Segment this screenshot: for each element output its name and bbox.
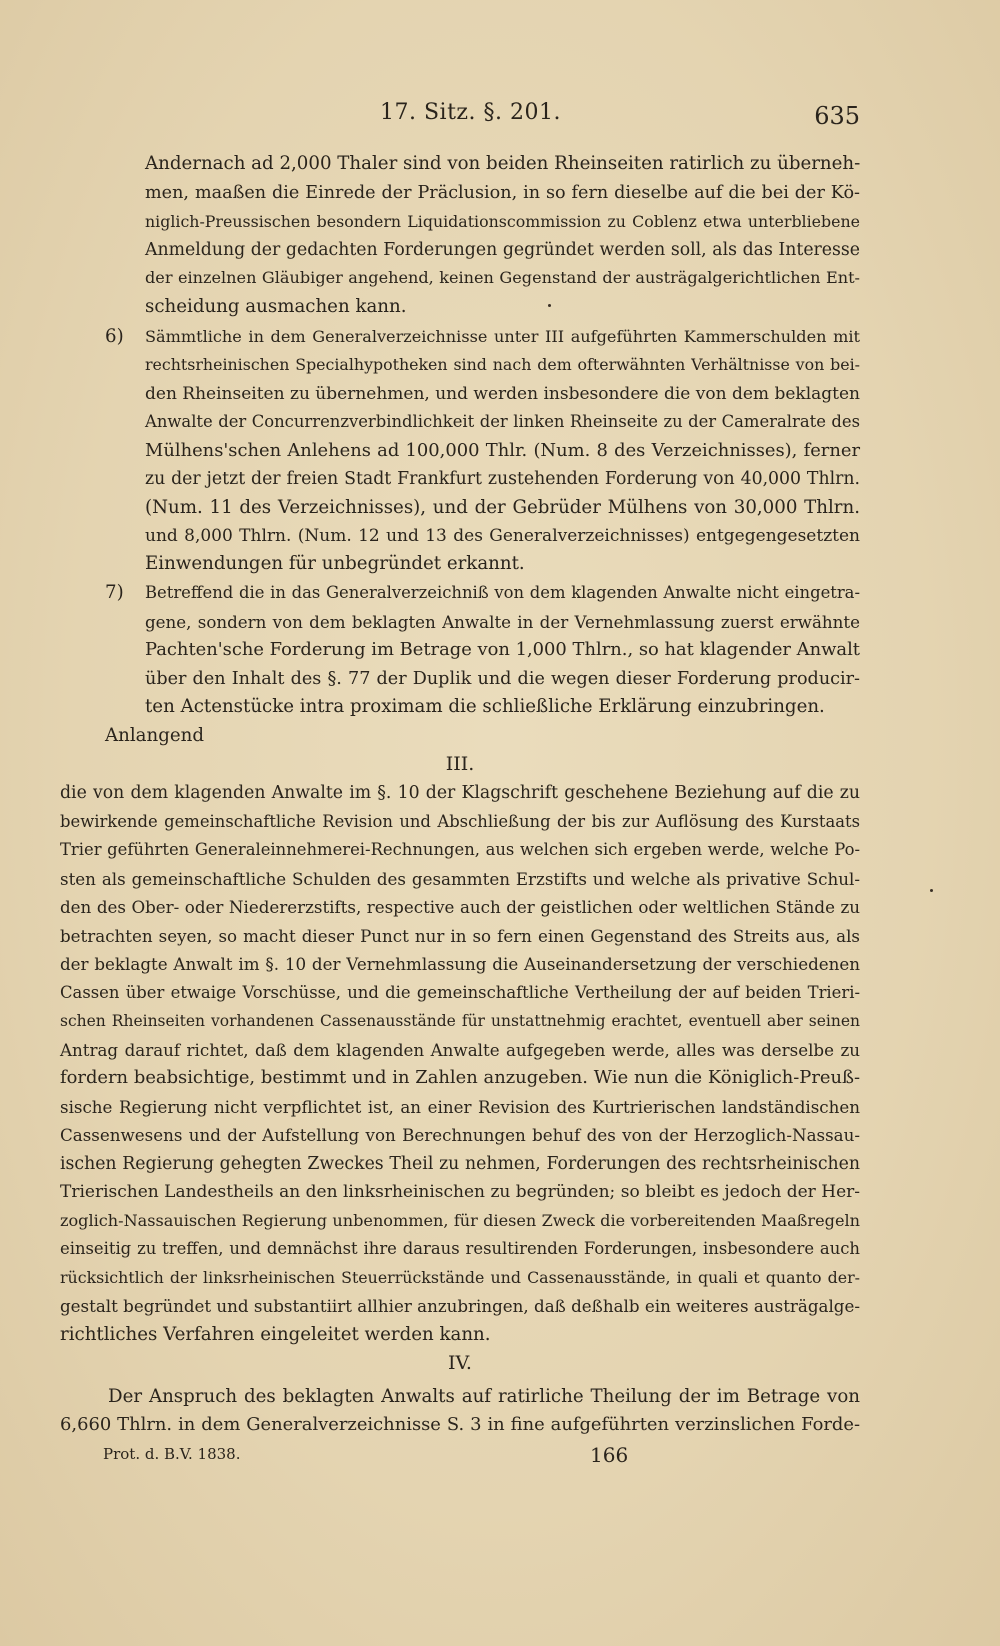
- text-line: ten Actenstücke intra proximam die schließliche Erklärung einzubringen.: [145, 696, 825, 717]
- text-line: Trier geführten Generaleinnehmerei-Rechnungen, aus welchen sich ergeben werde, welche Po-: [60, 840, 860, 859]
- text-line: Cassenwesens und der Aufstellung von Berechnungen behuf des von der Herzoglich-Nassau-: [60, 1125, 860, 1145]
- source-line: Prot. d. B.V. 1838.: [103, 1445, 241, 1463]
- text-line: Andernach ad 2,000 Thaler sind von beiden Rheinseiten ratirlich zu überneh-: [145, 153, 861, 174]
- text-line: über den Inhalt des §. 77 der Duplik und die wegen dieser Forderung producir-: [145, 669, 860, 689]
- text-line: Pachten'sche Forderung im Betrage von 1,000 Thlrn., so hat klagender Anwalt: [145, 639, 860, 660]
- text-line: zu der jetzt der freien Stadt Frankfurt zustehenden Forderung von 40,000 Thlrn.: [145, 469, 860, 489]
- text-line: einseitig zu treffen, und demnächst ihre daraus resultirenden Forderungen, insbesondere auch: [60, 1239, 860, 1258]
- text-line: der einzelnen Gläubiger angehend, keinen Gegenstand der austrägalgerichtlichen Ent-: [145, 268, 860, 287]
- text-line: (Num. 11 des Verzeichnisses), und der Gebrüder Mülhens von 30,000 Thlrn.: [145, 497, 860, 518]
- ink-speck: [930, 889, 933, 892]
- page-header: [0, 100, 1000, 130]
- text-line: sten als gemeinschaftliche Schulden des gesammten Erzstifts und welche als privative Schul-: [60, 869, 860, 889]
- text-line: richtliches Verfahren eingeleitet werden kann.: [60, 1324, 491, 1345]
- text-line: Antrag darauf richtet, daß dem klagenden Anwalte aufgegeben werde, alles was derselbe zu: [60, 1040, 860, 1060]
- text-line: bewirkende gemeinschaftliche Revision und Abschließung der bis zur Auflösung des Kurstaats: [60, 812, 860, 831]
- text-line: Trierischen Landestheils an den linksrheinischen zu begründen; so bleibt es jedoch der Her-: [60, 1182, 860, 1202]
- text-line: rücksichtlich der linksrheinischen Steuerrückstände und Cassenausstände, in quali et quanto der-: [60, 1268, 860, 1287]
- text-line: Mülhens'schen Anlehens ad 100,000 Thlr. (Num. 8 des Verzeichnisses), ferner: [145, 440, 860, 461]
- text-line: sische Regierung nicht verpflichtet ist, an einer Revision des Kurtrierischen landständischen: [60, 1097, 860, 1117]
- running-head: 17. Sitz. §. 201.: [380, 100, 561, 125]
- text-line: men, maaßen die Einrede der Präclusion, in so fern dieselbe auf die bei der Kö-: [145, 183, 860, 203]
- text-line: Sämmtliche in dem Generalverzeichnisse unter III aufgeführten Kammerschulden mit: [145, 327, 860, 346]
- text-line: niglich-Preussischen besondern Liquidationscommission zu Coblenz etwa unterbliebene: [145, 212, 860, 231]
- page-number: 635: [814, 102, 860, 130]
- text-line: Cassen über etwaige Vorschüsse, und die gemeinschaftliche Vertheilung der auf beiden Trieri-: [60, 983, 860, 1002]
- anlangend-line: Anlangend: [105, 725, 204, 746]
- text-line: ischen Regierung gehegten Zweckes Theil zu nehmen, Forderungen des rechtsrheinischen: [60, 1154, 860, 1174]
- text-line: den des Ober- oder Niedererzstifts, respective auch der geistlichen oder weltlichen Stände zu: [60, 897, 860, 917]
- text-line: fordern beabsichtige, bestimmt und in Zahlen anzugeben. Wie nun die Königlich-Preuß-: [60, 1067, 860, 1088]
- item-number: 7): [105, 582, 124, 603]
- text-line: gene, sondern von dem beklagten Anwalte in der Vernehmlassung zuerst erwähnte: [145, 612, 860, 632]
- text-line: und 8,000 Thlrn. (Num. 12 und 13 des Generalverzeichnisses) entgegengesetzten: [145, 526, 860, 546]
- item-number: 6): [105, 326, 124, 347]
- page-footer: [0, 1443, 1000, 1469]
- text-line: den Rheinseiten zu übernehmen, und werden insbesondere die von dem beklagten: [145, 384, 860, 404]
- section-heading-IV: IV.: [448, 1352, 472, 1374]
- text-line: Anwalte der Concurrenzverbindlichkeit der linken Rheinseite zu der Cameralrate des: [145, 412, 860, 431]
- text-line: Betreffend die in das Generalverzeichniß von dem klagenden Anwalte nicht eingetra-: [145, 583, 860, 602]
- text-line: zoglich-Nassauischen Regierung unbenommen, für diesen Zweck die vorbereitenden Maaßregeln: [60, 1211, 860, 1230]
- ink-speck: [548, 304, 551, 307]
- text-line: Einwendungen für unbegründet erkannt.: [145, 553, 525, 574]
- text-line: betrachten seyen, so macht dieser Punct nur in so fern einen Gegenstand des Streits aus, als: [60, 926, 860, 946]
- section-heading-III: III.: [445, 753, 475, 775]
- text-line: 6,660 Thlrn. in dem Generalverzeichnisse S. 3 in fine aufgeführten verzinslichen Forde-: [60, 1414, 860, 1435]
- text-line: die von dem klagenden Anwalte im §. 10 der Klagschrift geschehene Beziehung auf die zu: [60, 783, 860, 803]
- text-line: gestalt begründet und substantiirt allhier anzubringen, daß deßhalb ein weiteres austrägalge-: [60, 1296, 860, 1316]
- text-line: schen Rheinseiten vorhandenen Cassenausstände für unstattnehmig erachtet, eventuell aber seinen: [60, 1012, 860, 1030]
- text-line: scheidung ausmachen kann.: [145, 296, 407, 317]
- text-line: Der Anspruch des beklagten Anwalts auf ratirliche Theilung der im Betrage von: [108, 1386, 860, 1407]
- text-line: rechtsrheinischen Specialhypotheken sind nach dem ofterwähnten Verhältnisse von bei-: [145, 355, 860, 374]
- signature-mark: 166: [590, 1443, 629, 1467]
- text-line: Anmeldung der gedachten Forderungen gegründet werden soll, als das Interesse: [145, 240, 860, 260]
- text-line: der beklagte Anwalt im §. 10 der Vernehmlassung die Auseinandersetzung der verschiedenen: [60, 954, 860, 974]
